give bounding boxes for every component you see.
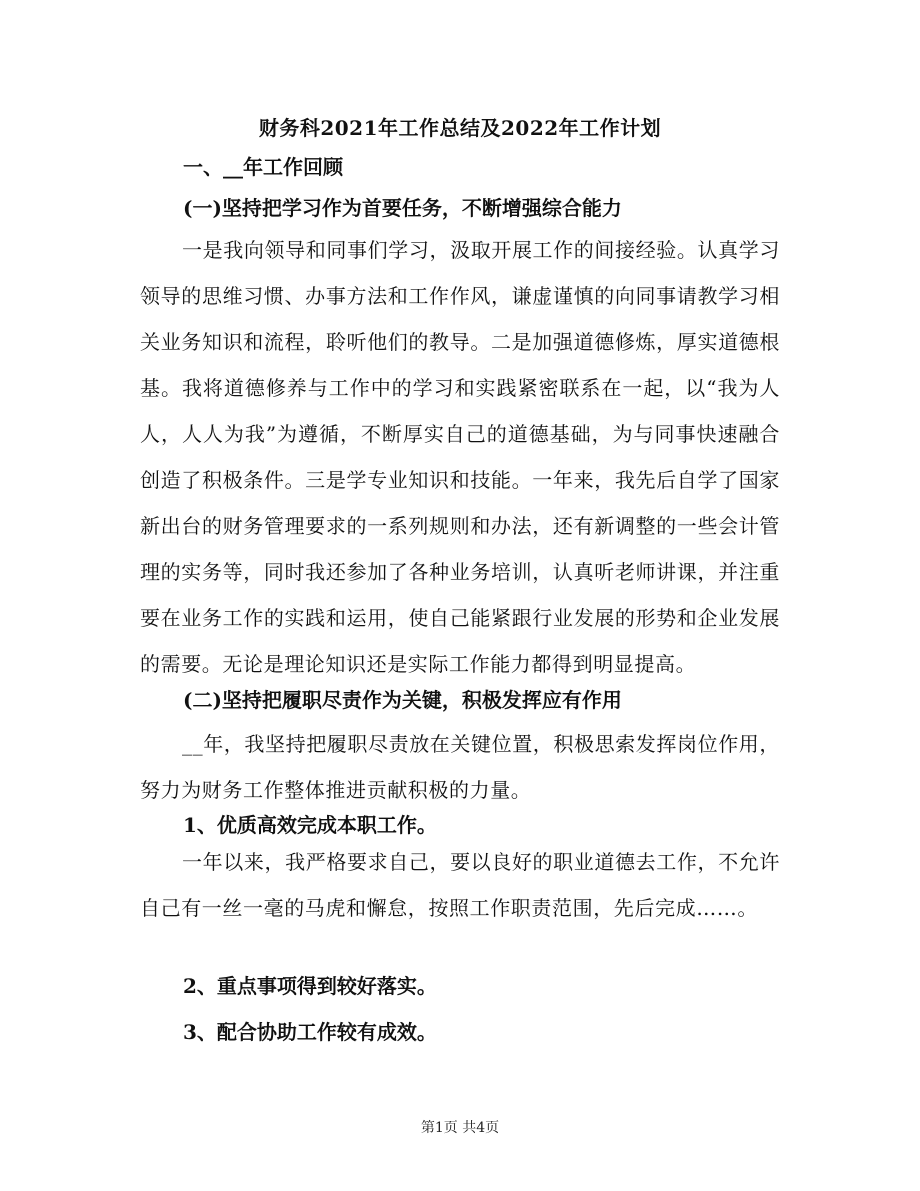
paragraph-learning: 一是我向领导和同事们学习，汲取开展工作的间接经验。认真学习领导的思维习惯、办事方法和工作作风，谦虚谨慎的向同事请教学习相关业务知识和流程，聆听他们的教导。二是加强道德修炼，厚实道德根基。我将道德修养与工作中的学习和实践紧密联系在一起，以“我为人人，人人为我”为遵循，不断厚实自己的道德基础，为与同事快速融合创造了积极条件。三是学专业知识和技能。一年来，我先后自学了国家新出台的财务管理要求的一系列规则和办法，还有新调整的一些会计管理的实务等，同时我还参加了各种业务培训，认真听老师讲课，并注重要在业务工作的实践和运用，使自己能紧跟行业发展的形势和企业发展的需要。无论是理论知识还是实际工作能力都得到明显提高。: [140, 238, 780, 676]
page-number: 第1页 共4页: [420, 1120, 500, 1136]
item-heading-3: 3、配合协助工作较有成效。: [183, 1020, 437, 1044]
paragraph-duties: __年，我坚持把履职尽责放在关键位置，积极思索发挥岗位作用，努力为财务工作整体推进贡献积极的力量。: [140, 732, 780, 802]
document-title: 财务科2021年工作总结及2022年工作计划: [258, 116, 662, 140]
item-heading-2: 2、重点事项得到较好落实。: [183, 974, 437, 998]
subsection-heading-learning: (一)坚持把学习作为首要任务，不断增强综合能力: [183, 196, 622, 220]
section-heading-review: 一、__年工作回顾: [183, 155, 343, 179]
subsection-heading-duties: (二)坚持把履职尽责作为关键，积极发挥应有作用: [183, 688, 622, 712]
paragraph-item-1: 一年以来，我严格要求自己，要以良好的职业道德去工作，不允许自己有一丝一毫的马虎和懈怠，按照工作职责范围，先后完成……。: [140, 850, 780, 920]
item-heading-1: 1、优质高效完成本职工作。: [183, 813, 437, 837]
